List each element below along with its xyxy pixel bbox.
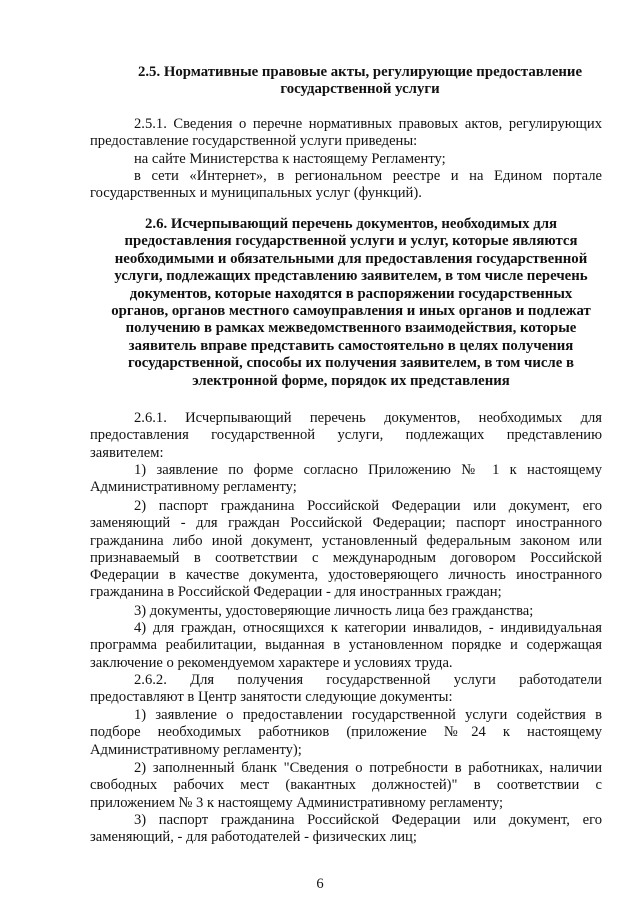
text-line: подборе необходимых работников (приложение №24 к настоящему — [90, 724, 602, 741]
heading-line: получению в рамках межведомственного взаимодействия, которые — [125, 320, 577, 337]
paragraph-ministry-site — [90, 151, 602, 168]
text-line: признаваемый в соответствии с международным договором Российской — [90, 549, 602, 566]
heading-line: государственной, способы их получения заявителем, в том числе в — [127, 355, 574, 372]
text-line: заключение о рекомендуемом характере и условиях труда. — [90, 654, 453, 671]
text-line: на сайте Министерства к настоящему Регламенту; — [134, 151, 446, 167]
paragraph-2-5-1 — [90, 116, 602, 151]
list-item-employer-passport — [90, 812, 602, 847]
text-line: программа реабилитации, выданная в установленном порядке и содержащая — [90, 637, 602, 654]
text-line: предоставления государственной услуги, подлежащих представлению — [90, 427, 602, 444]
list-item-vacancy-form — [90, 760, 602, 812]
text-line: 3) паспорт гражданина Российской Федерации или документ, его — [134, 812, 602, 828]
text-line: Федерации в качестве документа, удостоверяющего личность иностранного — [90, 567, 602, 584]
heading-line: электронной форме, порядок их представления — [192, 372, 510, 389]
text-line: 2.6.1. Исчерпывающий перечень документов, необходимых для — [134, 410, 602, 426]
heading-line: органов, органов местного самоуправления и иных органов и подлежат — [111, 303, 591, 320]
list-item-application — [90, 462, 602, 497]
heading-line: необходимыми и обязательными для предоставления государственной — [114, 250, 588, 267]
text-line: заменяющий, - для работодателей - физических лиц; — [90, 829, 417, 846]
text-line: 1) заявление по форме согласно Приложению № 1 к настоящему — [134, 462, 602, 478]
text-line: приложением № 3 к настоящему Административному регламенту; — [90, 794, 504, 811]
text-line: 2.6.2. Для получения государственной услуги работодатели — [134, 672, 602, 688]
heading-line: 2.5. Нормативные правовые акты, регулирующие предоставление — [137, 64, 583, 80]
heading-line: услуги, подлежащих представлению заявителем, в том числе перечень — [114, 268, 588, 285]
text-line: 4) для граждан, относящихся к категории инвалидов, - индивидуальная — [134, 620, 602, 636]
text-line: предоставляют в Центр занятости следующие документы: — [90, 689, 453, 706]
heading-line: государственной услуги — [280, 81, 440, 98]
paragraph-internet — [90, 168, 602, 203]
text-line: гражданина в Российской Федерации - для иностранных граждан; — [90, 584, 502, 601]
text-line: свободных рабочих мест (вакантных должностей)" в соответствии с — [90, 777, 602, 794]
text-line: в сети «Интернет», в региональном реестре и на Едином портале — [134, 168, 602, 184]
text-line: 2.5.1. Сведения о перечне нормативных правовых актов, регулирующих — [134, 116, 602, 132]
list-item-employer-application — [90, 707, 602, 759]
text-line: заменяющий - для граждан Российской Федерации; паспорт иностранного — [90, 515, 602, 532]
heading-line: предоставления государственной услуги и услуг, которые являются — [124, 233, 578, 250]
text-line: 3) документы, удостоверяющие личность лица без гражданства; — [134, 603, 534, 619]
heading-line: 2.6. Исчерпывающий перечень документов, необходимых для — [144, 216, 558, 232]
page-number: 6 — [316, 876, 324, 892]
list-item-stateless-id — [90, 603, 602, 620]
paragraph-2-6-1 — [90, 410, 602, 462]
list-item-passport — [90, 498, 602, 602]
text-line: Административному регламенту; — [90, 479, 297, 496]
text-line: предоставление государственной услуги приведены: — [90, 133, 418, 150]
text-line: 1) заявление о предоставлении государственной услуги содействия в — [134, 707, 602, 723]
section-2-5-heading — [100, 64, 620, 99]
text-line: заявителем: — [90, 444, 164, 461]
text-line: 2) заполненный бланк "Сведения о потребности в работниках, наличии — [134, 760, 602, 776]
section-2-6-heading — [96, 216, 606, 390]
text-line: гражданина либо иной документ, установленный федеральным законом или — [90, 532, 602, 549]
heading-line: документов, которые находятся в распоряжении государственных — [129, 285, 573, 302]
text-line: 2) паспорт гражданина Российской Федерации или документ, его — [134, 498, 602, 514]
paragraph-2-6-2 — [90, 672, 602, 707]
list-item-disabled — [90, 620, 602, 672]
text-line: государственных и муниципальных услуг (функций). — [90, 185, 422, 202]
heading-line: заявитель вправе представить самостоятельно в целях получения — [128, 337, 574, 354]
text-line: Административному регламенту); — [90, 741, 302, 758]
